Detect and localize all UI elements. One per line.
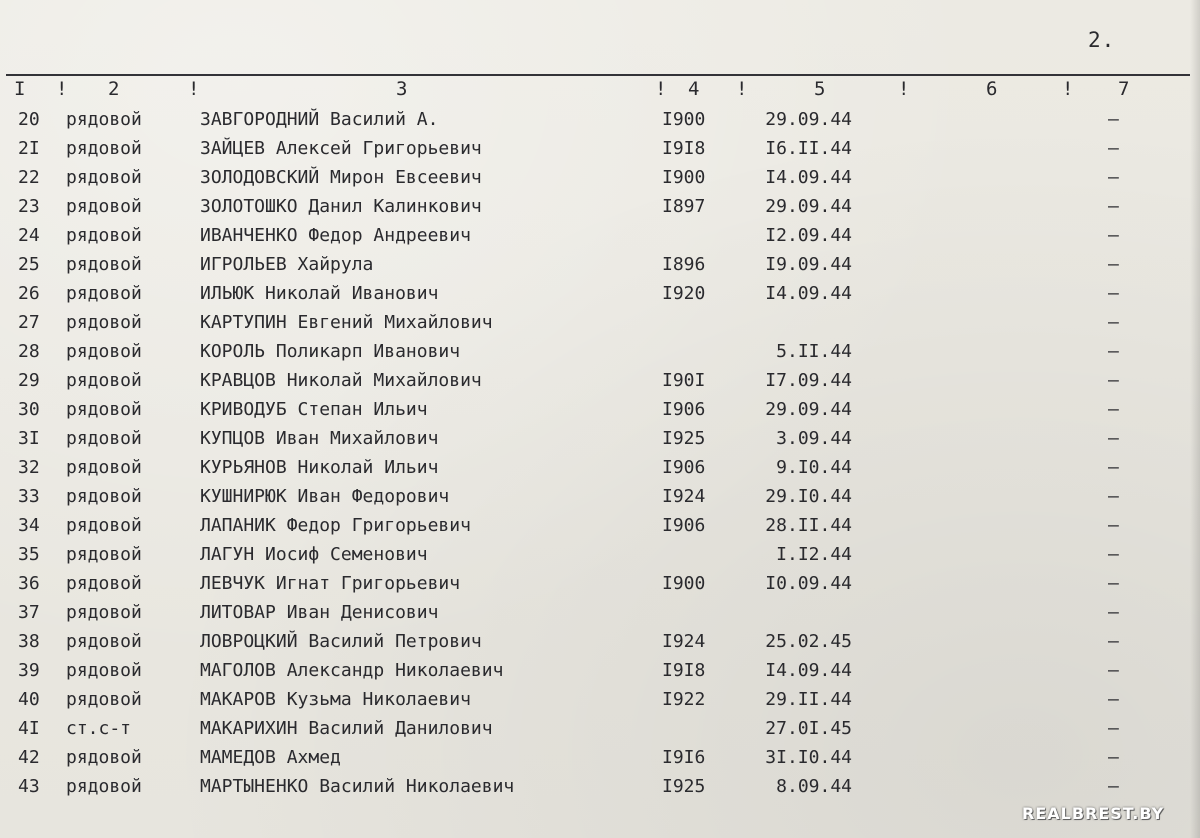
row-date: 3I.I0.44 bbox=[765, 747, 852, 768]
row-col7-dash: – bbox=[1108, 631, 1119, 652]
row-birth-year: I897 bbox=[662, 196, 706, 217]
row-name: КРИВОДУБ Степан Ильич bbox=[200, 399, 428, 420]
table-row bbox=[0, 570, 1200, 599]
row-name: ЛАГУН Иосиф Семенович bbox=[200, 544, 428, 565]
row-rank: рядовой bbox=[66, 428, 142, 449]
row-name: КАРТУПИН Евгений Михайлович bbox=[200, 312, 493, 333]
table-row bbox=[0, 396, 1200, 425]
row-name: КУРЬЯНОВ Николай Ильич bbox=[200, 457, 439, 478]
table-row bbox=[0, 657, 1200, 686]
row-name: ИГРОЛЬЕВ Хайрула bbox=[200, 254, 374, 275]
row-date: 29.09.44 bbox=[765, 109, 852, 130]
row-date: I.I2.44 bbox=[776, 544, 852, 565]
row-col7-dash: – bbox=[1108, 602, 1119, 623]
row-birth-year: I924 bbox=[662, 631, 706, 652]
table-row bbox=[0, 744, 1200, 773]
row-date: I7.09.44 bbox=[765, 370, 852, 391]
row-rank: рядовой bbox=[66, 167, 142, 188]
row-col7-dash: – bbox=[1108, 399, 1119, 420]
row-birth-year: I906 bbox=[662, 399, 706, 420]
row-date: I4.09.44 bbox=[765, 283, 852, 304]
row-col7-dash: – bbox=[1108, 138, 1119, 159]
table-row bbox=[0, 773, 1200, 802]
header-rule bbox=[6, 74, 1190, 76]
row-name: ЗОЛОДОВСКИЙ Мирон Евсеевич bbox=[200, 167, 482, 188]
row-date: I4.09.44 bbox=[765, 660, 852, 681]
row-birth-year: I925 bbox=[662, 776, 706, 797]
row-birth-year: I9I8 bbox=[662, 660, 706, 681]
row-name: ЛЕВЧУК Игнат Григорьевич bbox=[200, 573, 461, 594]
row-number: 3I bbox=[18, 428, 40, 449]
table-row bbox=[0, 164, 1200, 193]
row-birth-year: I924 bbox=[662, 486, 706, 507]
row-name: МАРТЫНЕНКО Василий Николаевич bbox=[200, 776, 515, 797]
row-rank: рядовой bbox=[66, 341, 142, 362]
row-rank: рядовой bbox=[66, 660, 142, 681]
header-col-3: 3 bbox=[396, 78, 408, 100]
row-rank: рядовой bbox=[66, 283, 142, 304]
row-col7-dash: – bbox=[1108, 515, 1119, 536]
site-watermark: REALBREST.BY bbox=[1022, 804, 1165, 823]
row-number: 26 bbox=[18, 283, 40, 304]
row-rank: рядовой bbox=[66, 747, 142, 768]
row-rank: рядовой bbox=[66, 689, 142, 710]
row-name: ИВАНЧЕНКО Федор Андреевич bbox=[200, 225, 471, 246]
row-col7-dash: – bbox=[1108, 312, 1119, 333]
row-rank: рядовой bbox=[66, 399, 142, 420]
row-number: 20 bbox=[18, 109, 40, 130]
row-name: ЗОЛОТОШКО Данил Калинкович bbox=[200, 196, 482, 217]
row-rank: рядовой bbox=[66, 631, 142, 652]
header-separator: ! bbox=[56, 78, 68, 100]
row-date: 5.II.44 bbox=[776, 341, 852, 362]
row-birth-year: I925 bbox=[662, 428, 706, 449]
row-col7-dash: – bbox=[1108, 689, 1119, 710]
table-row bbox=[0, 280, 1200, 309]
table-row bbox=[0, 425, 1200, 454]
row-date: I4.09.44 bbox=[765, 167, 852, 188]
row-birth-year: I9I8 bbox=[662, 138, 706, 159]
row-birth-year: I922 bbox=[662, 689, 706, 710]
row-name: МАМЕДОВ Ахмед bbox=[200, 747, 341, 768]
row-date: I0.09.44 bbox=[765, 573, 852, 594]
row-name: ЛОВРОЦКИЙ Василий Петрович bbox=[200, 631, 482, 652]
table-row bbox=[0, 686, 1200, 715]
row-col7-dash: – bbox=[1108, 457, 1119, 478]
row-number: 38 bbox=[18, 631, 40, 652]
row-name: ЛИТОВАР Иван Денисович bbox=[200, 602, 439, 623]
row-number: 39 bbox=[18, 660, 40, 681]
row-rank: рядовой bbox=[66, 486, 142, 507]
row-col7-dash: – bbox=[1108, 254, 1119, 275]
table-header bbox=[0, 77, 1200, 103]
row-number: 42 bbox=[18, 747, 40, 768]
row-date: 3.09.44 bbox=[776, 428, 852, 449]
row-col7-dash: – bbox=[1108, 225, 1119, 246]
row-birth-year: I90I bbox=[662, 370, 706, 391]
row-number: 34 bbox=[18, 515, 40, 536]
table-body bbox=[0, 106, 1200, 806]
table-row bbox=[0, 715, 1200, 744]
row-birth-year: I900 bbox=[662, 167, 706, 188]
row-number: 23 bbox=[18, 196, 40, 217]
row-rank: рядовой bbox=[66, 254, 142, 275]
header-separator: ! bbox=[655, 78, 667, 100]
header-col-7: 7 bbox=[1118, 78, 1130, 100]
row-number: 37 bbox=[18, 602, 40, 623]
row-number: 35 bbox=[18, 544, 40, 565]
header-col-1: I bbox=[14, 78, 26, 100]
row-date: 8.09.44 bbox=[776, 776, 852, 797]
row-name: КРАВЦОВ Николай Михайлович bbox=[200, 370, 482, 391]
row-number: 43 bbox=[18, 776, 40, 797]
row-number: 2I bbox=[18, 138, 40, 159]
table-row bbox=[0, 541, 1200, 570]
row-rank: рядовой bbox=[66, 312, 142, 333]
row-number: 32 bbox=[18, 457, 40, 478]
table-row bbox=[0, 338, 1200, 367]
row-rank: рядовой bbox=[66, 370, 142, 391]
row-number: 4I bbox=[18, 718, 40, 739]
row-name: МАКАРИХИН Василий Данилович bbox=[200, 718, 493, 739]
row-rank: рядовой bbox=[66, 776, 142, 797]
row-date: I6.II.44 bbox=[765, 138, 852, 159]
row-date: 29.09.44 bbox=[765, 399, 852, 420]
row-date: I9.09.44 bbox=[765, 254, 852, 275]
header-separator: ! bbox=[898, 78, 910, 100]
row-col7-dash: – bbox=[1108, 573, 1119, 594]
row-col7-dash: – bbox=[1108, 167, 1119, 188]
row-number: 22 bbox=[18, 167, 40, 188]
row-rank: рядовой bbox=[66, 457, 142, 478]
row-name: ЗАЙЦЕВ Алексей Григорьевич bbox=[200, 138, 482, 159]
table-row bbox=[0, 367, 1200, 396]
row-name: КОРОЛЬ Поликарп Иванович bbox=[200, 341, 461, 362]
row-birth-year: I900 bbox=[662, 109, 706, 130]
row-col7-dash: – bbox=[1108, 341, 1119, 362]
table-row bbox=[0, 193, 1200, 222]
table-row bbox=[0, 106, 1200, 135]
table-row bbox=[0, 454, 1200, 483]
row-name: КУШНИРЮК Иван Федорович bbox=[200, 486, 450, 507]
row-date: 29.I0.44 bbox=[765, 486, 852, 507]
header-col-4: 4 bbox=[688, 78, 700, 100]
table-row bbox=[0, 628, 1200, 657]
row-col7-dash: – bbox=[1108, 370, 1119, 391]
row-rank: ст.с-т bbox=[66, 718, 132, 739]
row-date: 29.09.44 bbox=[765, 196, 852, 217]
header-separator: ! bbox=[188, 78, 200, 100]
row-number: 40 bbox=[18, 689, 40, 710]
row-col7-dash: – bbox=[1108, 196, 1119, 217]
row-birth-year: I9I6 bbox=[662, 747, 706, 768]
table-row bbox=[0, 309, 1200, 338]
row-number: 25 bbox=[18, 254, 40, 275]
row-name: МАКАРОВ Кузьма Николаевич bbox=[200, 689, 471, 710]
row-date: I2.09.44 bbox=[765, 225, 852, 246]
row-number: 30 bbox=[18, 399, 40, 420]
row-birth-year: I896 bbox=[662, 254, 706, 275]
row-col7-dash: – bbox=[1108, 660, 1119, 681]
row-date: 29.II.44 bbox=[765, 689, 852, 710]
row-name: МАГОЛОВ Александр Николаевич bbox=[200, 660, 504, 681]
row-col7-dash: – bbox=[1108, 109, 1119, 130]
row-name: ЗАВГОРОДНИЙ Василий А. bbox=[200, 109, 439, 130]
row-name: ИЛЬЮК Николай Иванович bbox=[200, 283, 439, 304]
page-number: 2. bbox=[1088, 28, 1116, 52]
header-separator: ! bbox=[736, 78, 748, 100]
row-birth-year: I906 bbox=[662, 515, 706, 536]
row-number: 27 bbox=[18, 312, 40, 333]
header-col-5: 5 bbox=[814, 78, 826, 100]
row-number: 24 bbox=[18, 225, 40, 246]
table-row bbox=[0, 483, 1200, 512]
header-col-2: 2 bbox=[108, 78, 120, 100]
row-number: 28 bbox=[18, 341, 40, 362]
row-date: 27.0I.45 bbox=[765, 718, 852, 739]
row-number: 36 bbox=[18, 573, 40, 594]
table-row bbox=[0, 222, 1200, 251]
row-rank: рядовой bbox=[66, 573, 142, 594]
row-col7-dash: – bbox=[1108, 747, 1119, 768]
row-date: 9.I0.44 bbox=[776, 457, 852, 478]
table-row bbox=[0, 135, 1200, 164]
row-number: 33 bbox=[18, 486, 40, 507]
row-col7-dash: – bbox=[1108, 776, 1119, 797]
table-row bbox=[0, 512, 1200, 541]
row-birth-year: I900 bbox=[662, 573, 706, 594]
row-col7-dash: – bbox=[1108, 428, 1119, 449]
row-number: 29 bbox=[18, 370, 40, 391]
row-rank: рядовой bbox=[66, 138, 142, 159]
row-rank: рядовой bbox=[66, 109, 142, 130]
row-col7-dash: – bbox=[1108, 283, 1119, 304]
row-rank: рядовой bbox=[66, 225, 142, 246]
row-rank: рядовой bbox=[66, 196, 142, 217]
row-col7-dash: – bbox=[1108, 486, 1119, 507]
row-rank: рядовой bbox=[66, 544, 142, 565]
row-rank: рядовой bbox=[66, 515, 142, 536]
row-date: 25.02.45 bbox=[765, 631, 852, 652]
row-birth-year: I906 bbox=[662, 457, 706, 478]
row-col7-dash: – bbox=[1108, 544, 1119, 565]
row-rank: рядовой bbox=[66, 602, 142, 623]
row-name: КУПЦОВ Иван Михайлович bbox=[200, 428, 439, 449]
row-col7-dash: – bbox=[1108, 718, 1119, 739]
header-col-6: 6 bbox=[986, 78, 998, 100]
header-separator: ! bbox=[1062, 78, 1074, 100]
table-row bbox=[0, 251, 1200, 280]
row-date: 28.II.44 bbox=[765, 515, 852, 536]
table-row bbox=[0, 599, 1200, 628]
row-name: ЛАПАНИК Федор Григорьевич bbox=[200, 515, 471, 536]
row-birth-year: I920 bbox=[662, 283, 706, 304]
